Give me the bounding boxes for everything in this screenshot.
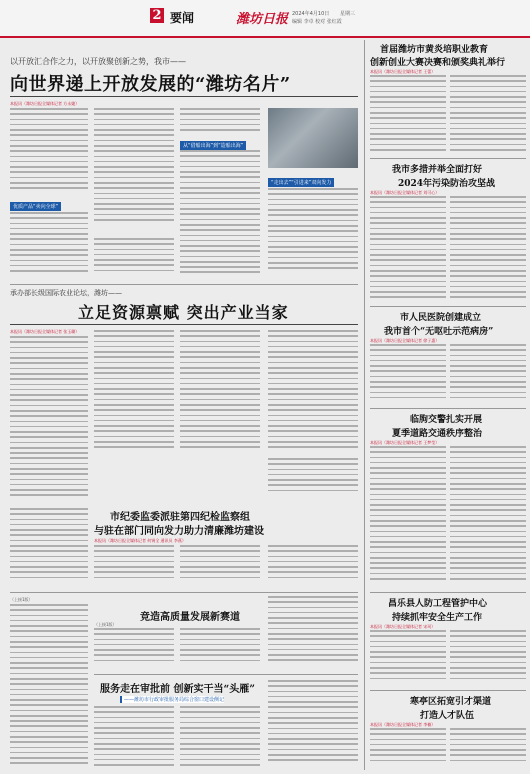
- right-6-col-1: [370, 728, 446, 770]
- third-body-col-left: [10, 508, 88, 588]
- third-headline-1: 市纪委监委派驻第四纪检监察组: [110, 512, 250, 523]
- bottom-left-col-1: [94, 706, 174, 768]
- right-2-col-2: [450, 196, 526, 302]
- right-4-byline: 本报讯（潍坊日报全媒体记者 王梦莹）: [370, 440, 440, 445]
- right-5-col-2: [450, 630, 526, 686]
- third-body-col-3: [268, 545, 358, 585]
- second-body-col-3: [180, 330, 260, 454]
- second-body-col-2: [94, 330, 174, 454]
- right-1-col-2: [450, 75, 526, 155]
- lead-photo: [268, 108, 358, 168]
- column-divider: [364, 40, 365, 770]
- right-6-col-2: [450, 728, 526, 770]
- right-4-headline-1: 临朐交警扎实开展: [410, 415, 483, 425]
- bottom-left-col-a: [10, 604, 88, 768]
- right-2-headline-2: 2024年污染防治攻坚战: [398, 179, 496, 189]
- right-1-headline-1: 首届潍坊市黄炎培职业教育: [380, 45, 489, 55]
- bottom-mid-jump: （上接1版）: [94, 622, 117, 627]
- right-5-byline: 本报讯（潍坊日报全媒体记者 宋珂）: [370, 624, 436, 629]
- right-2-byline: 本报讯（潍坊日报全媒体记者 刘可心）: [370, 190, 440, 195]
- second-byline: 本报讯（潍坊日报全媒体记者 张玉璐）: [10, 329, 80, 334]
- right-6-byline: 本报讯（潍坊日报全媒体记者 李楠）: [370, 722, 436, 727]
- lead-subhead-3: 优质产品“卖向全球”: [10, 202, 61, 211]
- right-5-headline-2: 持续抓牢安全生产工作: [392, 613, 483, 623]
- section-rule-3: [94, 674, 358, 675]
- right-3-headline-1: 市人民医院创建成立: [400, 313, 482, 323]
- lead-body-col-3b: [180, 150, 260, 278]
- third-headline-2: 与驻在部门同向发力助力清廉潍坊建设: [94, 526, 264, 537]
- right-rule-3: [370, 408, 526, 409]
- issue-weekday: 星期三: [340, 11, 356, 17]
- right-3-headline-2: 我市首个“无呕吐示范病房”: [384, 327, 494, 337]
- lead-body-col-2b: [94, 238, 174, 278]
- lead-body-col-1b: [10, 212, 88, 278]
- lead-body-col-3: [180, 108, 260, 136]
- lead-body-col-1: [10, 108, 88, 198]
- right-5-col-1: [370, 630, 446, 686]
- second-rule: [10, 324, 358, 325]
- right-1-col-1: [370, 75, 446, 155]
- third-byline: 本报讯（潍坊日报全媒体记者 何锡全 通讯员 李燕）: [94, 538, 186, 543]
- lead-byline: 本报讯（潍坊日报全媒体记者 方永婕）: [10, 101, 80, 106]
- right-rule-1: [370, 158, 526, 159]
- lead-kicker: 以开放汇合作之力，以开放聚创新之势，我市——: [10, 57, 186, 66]
- bottom-left-jump: （上接1版）: [10, 597, 33, 602]
- section-name: 要闻: [170, 11, 195, 25]
- right-2-headline-1: 我市多措并举全面打好: [392, 165, 483, 175]
- third-body-col-2: [180, 545, 260, 585]
- editors-credit: 编辑 李卓 校对 张红霞: [292, 19, 342, 25]
- right-4-headline-2: 夏季道路交通秩序整治: [392, 429, 483, 439]
- right-1-byline: 本报讯（潍坊日报全媒体记者 王蕾）: [370, 69, 436, 74]
- bottom-mid-col-2: [180, 628, 260, 668]
- right-1-headline-2: 创新创业大赛决赛和颁奖典礼举行: [370, 58, 506, 68]
- bottom-left-col-2: [180, 706, 260, 768]
- right-3-col-2: [450, 344, 526, 404]
- third-body-col-1: [94, 545, 174, 585]
- second-kicker: 承办部长级国际农业论坛，潍坊——: [10, 289, 122, 297]
- bottom-left-headline: 服务走在审批前 创新实干当“头雁”: [100, 684, 255, 695]
- lead-headline: 向世界递上开放发展的“潍坊名片”: [10, 74, 291, 95]
- second-body-col-4: [268, 330, 358, 454]
- right-rule-2: [370, 306, 526, 307]
- bottom-left-col-3: [268, 680, 358, 768]
- second-headline: 立足资源禀赋 突出产业当家: [78, 303, 289, 322]
- lead-body-col-4: [268, 188, 358, 278]
- second-body-col-1: [10, 336, 88, 502]
- right-2-col-1: [370, 196, 446, 302]
- second-body-col-4b: [268, 458, 358, 498]
- section-rule-2: [10, 592, 358, 593]
- right-6-headline-1: 寒亭区拓宽引才渠道: [410, 697, 492, 707]
- right-4-col-2: [450, 446, 526, 588]
- lead-rule: [10, 96, 358, 97]
- right-3-col-1: [370, 344, 446, 404]
- bottom-mid-headline: 竞造高质量发展新赛道: [140, 612, 240, 623]
- right-6-headline-2: 打造人才队伍: [420, 711, 475, 721]
- right-rule-4: [370, 592, 526, 593]
- section-rule-1: [10, 284, 358, 285]
- lead-body-col-2: [94, 108, 174, 232]
- right-3-byline: 本报讯（潍坊日报全媒体记者 徐子惠）: [370, 338, 440, 343]
- page-number: 2: [150, 8, 164, 23]
- lead-subhead-2: 从“借船出海”到“造船出海”: [180, 141, 246, 150]
- lead-subhead-1: “走出去”“引进来”双向发力: [268, 178, 334, 187]
- right-rule-5: [370, 690, 526, 691]
- bottom-mid-col-1: [94, 628, 174, 668]
- masthead: 潍坊日报: [236, 12, 289, 27]
- right-5-headline-1: 昌乐县人防工程管护中心: [388, 599, 488, 609]
- right-4-col-1: [370, 446, 446, 588]
- bottom-left-subhead: ——潍坊市行政审批服务局综合窗口建设侧记: [120, 696, 224, 703]
- bottom-mid-col-3: [268, 596, 358, 668]
- issue-date: 2024年4月10日: [292, 11, 330, 17]
